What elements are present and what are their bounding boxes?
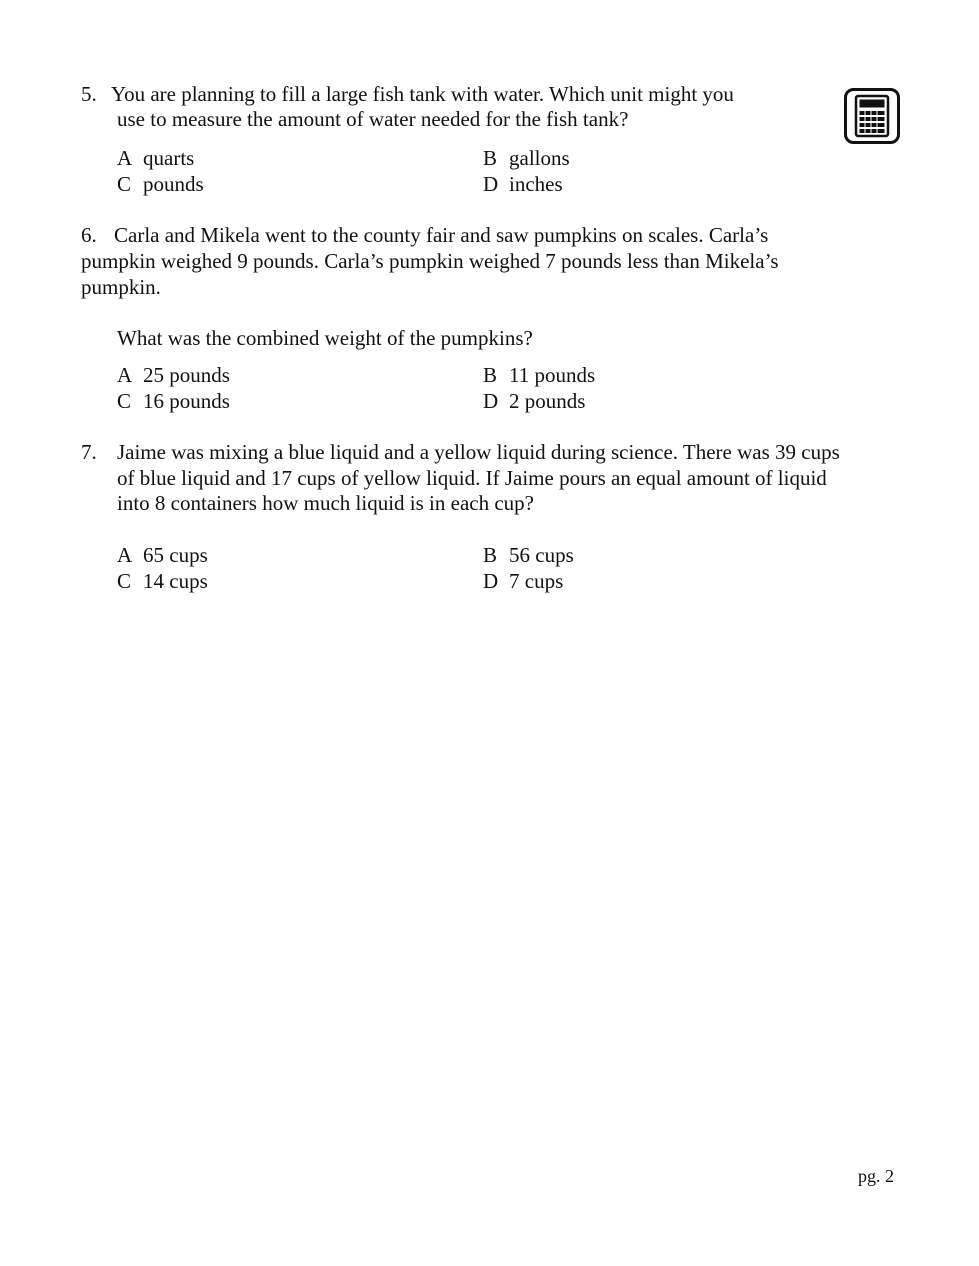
choice-c[interactable] xyxy=(117,389,230,415)
choice-a[interactable] xyxy=(117,363,230,389)
choice-b[interactable] xyxy=(483,543,574,569)
choice-a[interactable] xyxy=(117,543,208,569)
choice-letter: B xyxy=(483,543,498,567)
question-6-line-1 xyxy=(81,223,768,249)
choice-c[interactable] xyxy=(117,172,204,198)
question-text: Carla and Mikela went to the county fair and saw pumpkins on scales. Carla’s xyxy=(114,223,769,247)
page-number: pg. 2 xyxy=(858,1166,894,1186)
choice-letter: A xyxy=(117,146,133,170)
choice-letter: A xyxy=(117,363,133,387)
choice-letter: A xyxy=(117,543,133,567)
choice-letter: D xyxy=(483,569,499,593)
choice-text: 25 pounds xyxy=(143,363,230,387)
question-5-line-1 xyxy=(81,82,734,108)
choice-text: 11 pounds xyxy=(509,363,596,387)
question-number: 5. xyxy=(81,82,97,106)
question-6-line-3: pumpkin. xyxy=(81,275,161,299)
question-6-prompt: What was the combined weight of the pumpkins? xyxy=(117,326,533,350)
question-text: You are planning to fill a large fish tank with water. Which unit might you xyxy=(111,82,734,106)
choice-text: 7 cups xyxy=(509,569,564,593)
question-5-line-2: use to measure the amount of water needed for the fish tank? xyxy=(117,107,629,131)
choice-text: 56 cups xyxy=(509,543,574,567)
choice-a[interactable] xyxy=(117,146,194,172)
choice-text: 14 cups xyxy=(143,569,208,593)
choice-text: 2 pounds xyxy=(509,389,586,413)
question-7-line-2: of blue liquid and 17 cups of yellow liquid. If Jaime pours an equal amount of liquid xyxy=(117,466,827,490)
question-7-line-1 xyxy=(81,440,840,466)
choice-letter: B xyxy=(483,146,498,170)
choice-d[interactable] xyxy=(483,172,563,198)
choice-text: gallons xyxy=(509,146,570,170)
choice-letter: C xyxy=(117,389,132,413)
choice-d[interactable] xyxy=(483,569,563,595)
question-text: Jaime was mixing a blue liquid and a yellow liquid during science. There was 39 cups xyxy=(117,440,840,464)
choice-text: inches xyxy=(509,172,563,196)
choice-b[interactable] xyxy=(483,146,570,172)
choice-text: quarts xyxy=(143,146,195,170)
choice-letter: D xyxy=(483,389,499,413)
choice-c[interactable] xyxy=(117,569,208,595)
choice-text: 65 cups xyxy=(143,543,208,567)
choice-b[interactable] xyxy=(483,363,595,389)
choice-letter: B xyxy=(483,363,498,387)
choice-letter: C xyxy=(117,569,132,593)
choice-text: 16 pounds xyxy=(143,389,230,413)
choice-letter: C xyxy=(117,172,132,196)
question-7-line-3: into 8 containers how much liquid is in each cup? xyxy=(117,491,534,515)
question-6-line-2: pumpkin weighed 9 pounds. Carla’s pumpkin weighed 7 pounds less than Mikela’s xyxy=(81,249,779,273)
question-number: 6. xyxy=(81,223,97,247)
choice-text: pounds xyxy=(143,172,204,196)
choice-letter: D xyxy=(483,172,499,196)
choice-d[interactable] xyxy=(483,389,585,415)
calculator-icon xyxy=(844,88,900,144)
question-number: 7. xyxy=(81,440,97,464)
